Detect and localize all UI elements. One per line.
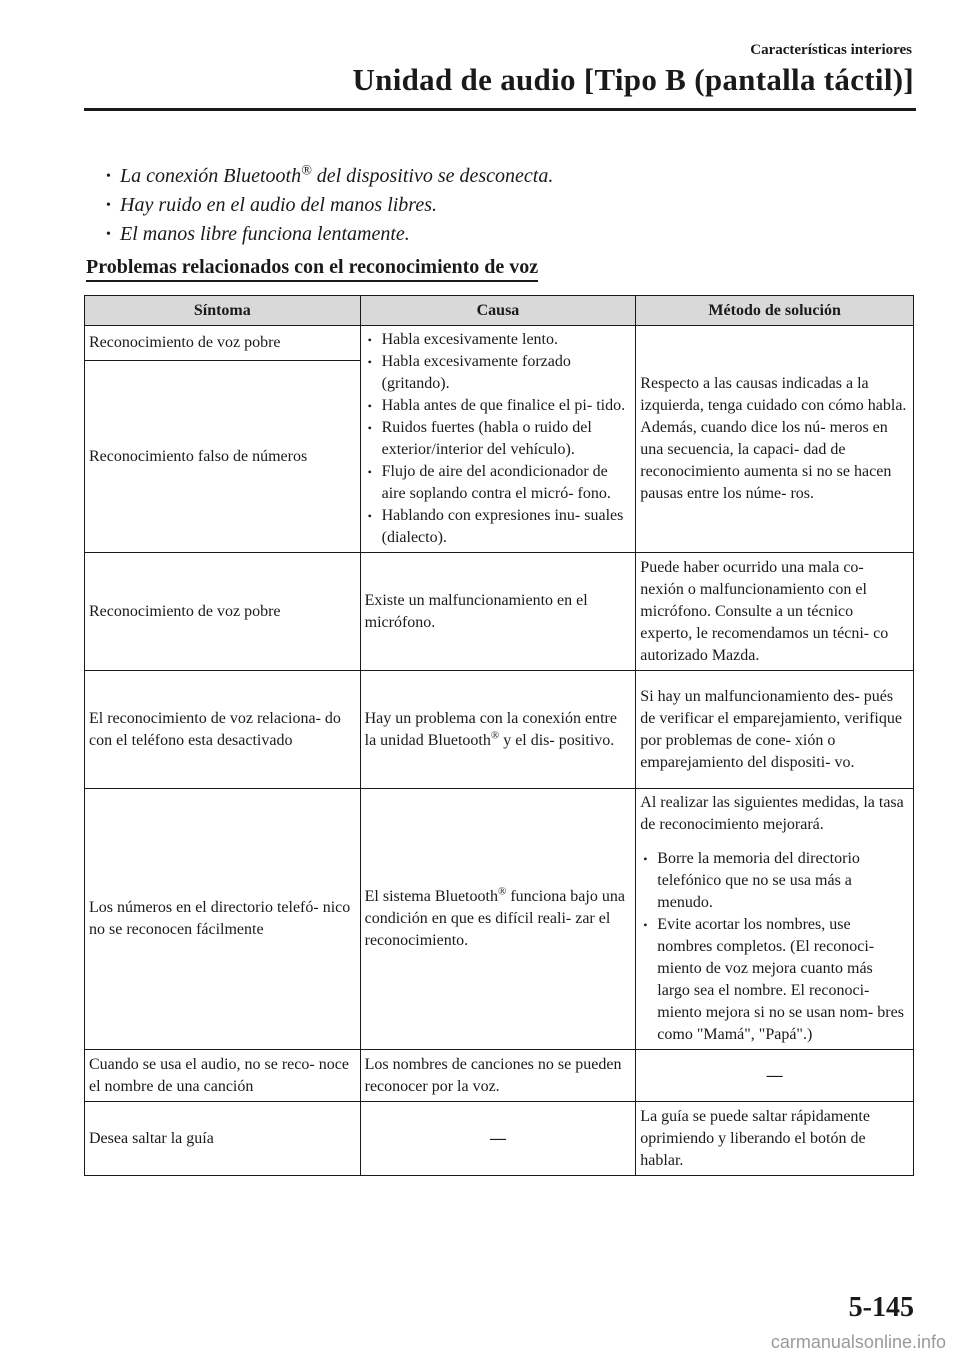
column-header-cause: Causa (360, 296, 636, 326)
table-header-row (85, 296, 914, 326)
column-header-symptom: Síntoma (85, 296, 361, 326)
title-rule (84, 108, 916, 111)
bullet-dot-icon: • (106, 169, 111, 184)
section-subheading: Problemas relacionados con el reconocimiento de voz (86, 256, 538, 282)
cause-item: • Habla antes de que finalice el pi- tido. (365, 395, 632, 417)
symptom-cell: Reconocimiento de voz pobre (85, 553, 361, 671)
cause-cell: — (360, 1102, 636, 1176)
watermark: carmanualsonline.info (770, 1332, 946, 1352)
solution-cell: Respecto a las causas indicadas a la izquierda, tenga cuidado con cómo habla. Además, cuando dice los nú- meros en una secuencia, la capaci- dad de reconocimiento aumenta si no se hacen pausas entre los núme- ros. (636, 326, 914, 553)
cause-cell: El sistema Bluetooth® funciona bajo una condición en que es difícil reali- zar el reconocimiento. (360, 789, 636, 1050)
voice-recognition-table (84, 295, 914, 1176)
cause-item: • Ruidos fuertes (habla o ruido del exterior/interior del vehículo). (365, 417, 632, 461)
symptom-cell: Reconocimiento falso de números (85, 361, 361, 553)
symptom-cell: Los números en el directorio telefó- nico no se reconocen fácilmente (85, 789, 361, 1050)
cause-cell: Los nombres de canciones no se pueden reconocer por la voz. (360, 1050, 636, 1102)
solution-cell: Si hay un malfuncionamiento des- pués de verificar el emparejamiento, verifique por problemas de cone- xión o emparejamiento del dispositi- vo. (636, 671, 914, 789)
solution-intro: Al realizar las siguientes medidas, la tasa de reconocimiento mejorará. (640, 794, 904, 833)
table-row (85, 789, 914, 1050)
cause-cell: Hay un problema con la conexión entre la unidad Bluetooth® y el dis- positivo. (360, 671, 636, 789)
page-title: Unidad de audio [Tipo B (pantalla táctil)] (352, 62, 914, 97)
solution-item: • Borre la memoria del directorio telefónico que no se usa más a menudo. (640, 848, 909, 914)
intro-bullet: • La conexión Bluetooth® del dispositivo se desconecta. (106, 162, 553, 191)
table-row (85, 671, 914, 789)
solution-cell: Puede haber ocurrido una mala co- nexión o malfuncionamiento con el micrófono. Consulte a un técnico experto, le recomendamos un técni- co autorizado Mazda. (636, 553, 914, 671)
solution-item: • Evite acortar los nombres, use nombres completos. (El reconoci- miento de voz mejora cuanto más largo sea el nombre. El reconoci- miento mejora si no se usan nom- bres como "Mamá", "Papá".) (640, 914, 909, 1046)
solution-cell: — (636, 1050, 914, 1102)
column-header-solution: Método de solución (636, 296, 914, 326)
cause-item: • Habla excesivamente forzado (gritando). (365, 351, 632, 395)
cause-cell (360, 326, 636, 553)
symptom-cell: Reconocimiento de voz pobre (85, 326, 361, 361)
cause-item: • Habla excesivamente lento. (365, 329, 632, 351)
symptom-cell: Cuando se usa el audio, no se reco- noce el nombre de una canción (85, 1050, 361, 1102)
intro-bullet: • Hay ruido en el audio del manos libres. (106, 191, 553, 220)
page-number: 5-145 (848, 1292, 914, 1323)
section-label: Características interiores (750, 42, 912, 58)
intro-bullet: • El manos libre funciona lentamente. (106, 220, 553, 249)
cause-list (365, 329, 632, 549)
intro-bullet-list (106, 162, 553, 249)
solution-list (640, 848, 909, 1046)
symptom-cell: Desea saltar la guía (85, 1102, 361, 1176)
cause-item: • Hablando con expresiones inu- suales (dialecto). (365, 505, 632, 549)
table-row (85, 1050, 914, 1102)
table-row (85, 326, 914, 361)
table-row (85, 1102, 914, 1176)
solution-cell: La guía se puede saltar rápidamente oprimiendo y liberando el botón de hablar. (636, 1102, 914, 1176)
symptom-cell: El reconocimiento de voz relaciona- do con el teléfono esta desactivado (85, 671, 361, 789)
cause-item: • Flujo de aire del acondicionador de aire soplando contra el micró- fono. (365, 461, 632, 505)
cause-cell: Existe un malfuncionamiento en el micrófono. (360, 553, 636, 671)
solution-cell (636, 789, 914, 1050)
bullet-dot-icon: • (106, 198, 111, 213)
bullet-dot-icon: • (106, 227, 111, 242)
table-row (85, 553, 914, 671)
